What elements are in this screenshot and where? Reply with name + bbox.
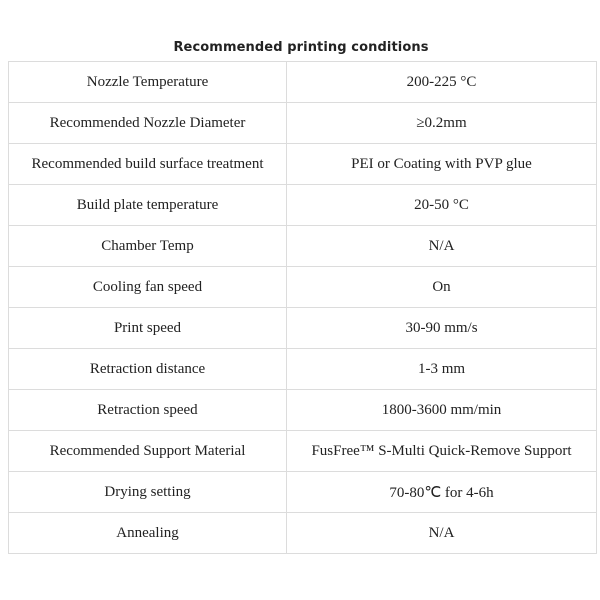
parameter-cell: Recommended Nozzle Diameter — [9, 103, 287, 144]
table-caption: Recommended printing conditions — [173, 40, 429, 55]
value-cell: N/A — [287, 513, 597, 554]
parameter-cell: Annealing — [9, 513, 287, 554]
table-row — [9, 226, 597, 267]
parameter-cell: Cooling fan speed — [9, 267, 287, 308]
parameter-cell: Recommended build surface treatment — [9, 144, 287, 185]
parameter-cell: Chamber Temp — [9, 226, 287, 267]
value-cell: 1-3 mm — [287, 349, 597, 390]
table-row — [9, 349, 597, 390]
value-cell: 70-80℃ for 4-6h — [287, 472, 597, 513]
table-row — [9, 103, 597, 144]
parameter-cell: Drying setting — [9, 472, 287, 513]
table-row — [9, 144, 597, 185]
value-cell: PEI or Coating with PVP glue — [287, 144, 597, 185]
table-row — [9, 472, 597, 513]
table-row — [9, 390, 597, 431]
parameter-cell: Retraction distance — [9, 349, 287, 390]
printing-conditions-table — [8, 61, 597, 554]
parameter-cell: Recommended Support Material — [9, 431, 287, 472]
value-cell: N/A — [287, 226, 597, 267]
value-cell: On — [287, 267, 597, 308]
value-cell: ≥0.2mm — [287, 103, 597, 144]
table-row — [9, 308, 597, 349]
parameter-cell: Print speed — [9, 308, 287, 349]
table-row — [9, 62, 597, 103]
value-cell: 20-50 °C — [287, 185, 597, 226]
value-cell: 1800-3600 mm/min — [287, 390, 597, 431]
table-row — [9, 513, 597, 554]
parameter-cell: Retraction speed — [9, 390, 287, 431]
value-cell: 200-225 °C — [287, 62, 597, 103]
table-row — [9, 185, 597, 226]
table-row — [9, 431, 597, 472]
value-cell: FusFree™ S-Multi Quick-Remove Support — [287, 431, 597, 472]
parameter-cell: Build plate temperature — [9, 185, 287, 226]
value-cell: 30-90 mm/s — [287, 308, 597, 349]
table-row — [9, 267, 597, 308]
parameter-cell: Nozzle Temperature — [9, 62, 287, 103]
